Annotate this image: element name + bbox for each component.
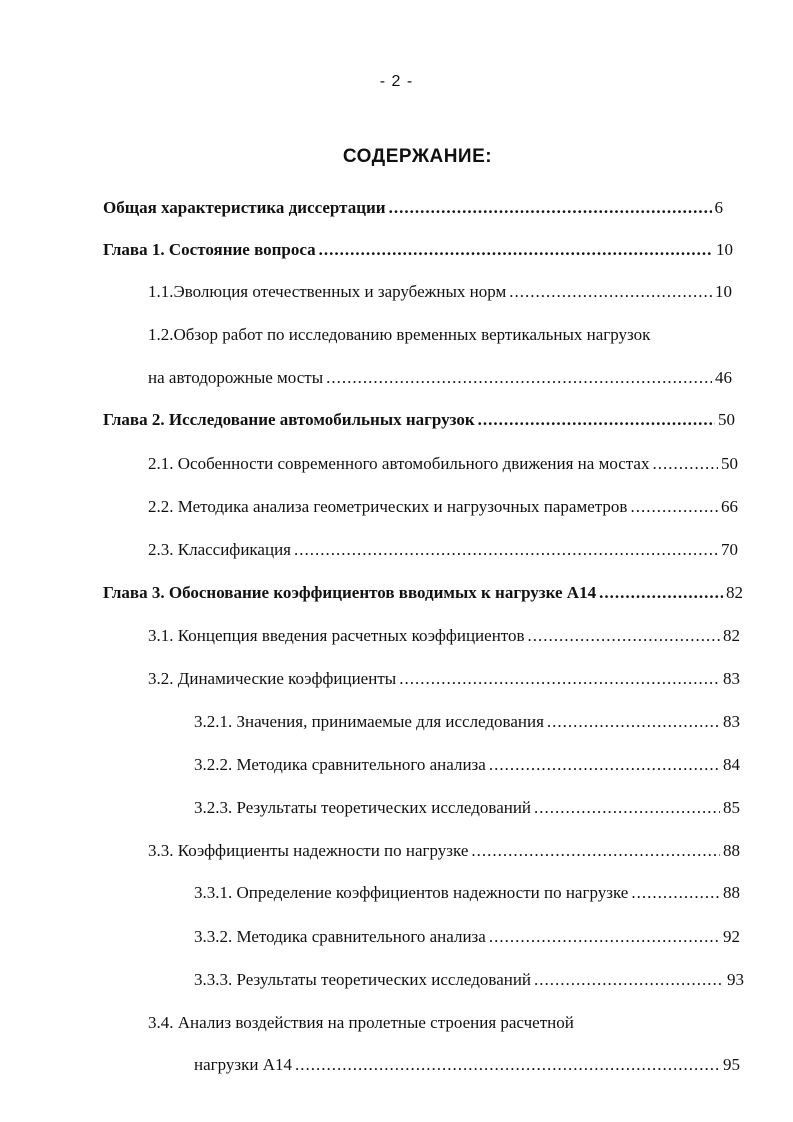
toc-leader-dots — [489, 753, 720, 777]
toc-entry-page: 10 — [715, 282, 732, 301]
toc-entry-page: 66 — [721, 497, 738, 516]
toc-leader-dots — [534, 796, 720, 820]
toc-entry-label: Глава 2. Исследование автомобильных нагрузок — [103, 410, 475, 429]
toc-entry-label: 3.2.3. Результаты теоретических исследований — [194, 798, 532, 817]
toc-entry-2-2[interactable] — [148, 495, 738, 519]
toc-entry-page: 50 — [721, 454, 738, 473]
toc-entry-general[interactable] — [103, 196, 723, 220]
toc-entry-chapter-1[interactable] — [103, 238, 733, 262]
toc-entry-label: 2.2. Методика анализа геометрических и нагрузочных параметров — [148, 497, 628, 516]
toc-leader-dots — [652, 452, 718, 476]
toc-entry-page: 46 — [715, 368, 732, 387]
toc-leader-dots — [599, 581, 723, 605]
toc-leader-dots — [295, 1053, 720, 1077]
toc-entry-3-3-1[interactable] — [194, 881, 740, 905]
toc-leader-dots — [294, 538, 718, 562]
toc-entry-label: 2.1. Особенности современного автомобильного движения на мостах — [148, 454, 650, 473]
toc-entry-label: 3.2.2. Методика сравнительного анализа — [194, 755, 486, 774]
toc-leader-dots — [478, 408, 715, 432]
toc-entry-3-3-2[interactable] — [194, 925, 740, 949]
toc-leader-dots — [509, 280, 712, 304]
toc-leader-dots — [399, 667, 720, 691]
toc-entry-label: 1.1.Эволюция отечественных и зарубежных норм — [148, 282, 507, 301]
toc-entry-1-1[interactable] — [148, 280, 732, 304]
toc-entry-3-4-line1[interactable]: 3.4. Анализ воздействия на пролетные строения расчетной — [148, 1013, 574, 1032]
toc-entry-3-2-2[interactable] — [194, 753, 740, 777]
toc-entry-page: 10 — [716, 240, 733, 259]
toc-entry-page: 6 — [714, 198, 723, 217]
toc-entry-page: 50 — [718, 410, 735, 429]
toc-entry-label: 3.3.2. Методика сравнительного анализа — [194, 927, 486, 946]
toc-entry-label: 3.3. Коэффициенты надежности по нагрузке — [148, 841, 469, 860]
toc-entry-3-3-3[interactable] — [194, 968, 744, 992]
toc-entry-label: 3.3.3. Результаты теоретических исследований — [194, 970, 532, 989]
toc-entry-3-2-1[interactable] — [194, 710, 740, 734]
toc-leader-dots — [547, 710, 720, 734]
toc-leader-dots — [631, 881, 720, 905]
toc-entry-page: 92 — [723, 927, 740, 946]
toc-entry-page: 88 — [723, 883, 740, 902]
toc-entry-label: на автодорожные мосты — [148, 368, 324, 387]
toc-entry-page: 95 — [723, 1055, 740, 1074]
toc-entry-1-2-line1[interactable]: 1.2.Обзор работ по исследованию временных вертикальных нагрузок — [148, 325, 651, 344]
toc-entry-page: 84 — [723, 755, 740, 774]
toc-leader-dots — [319, 238, 713, 262]
toc-leader-dots — [489, 925, 720, 949]
toc-leader-dots — [528, 624, 720, 648]
toc-entry-page: 93 — [727, 970, 744, 989]
toc-entry-3-1[interactable] — [148, 624, 740, 648]
toc-entry-page: 83 — [723, 712, 740, 731]
toc-entry-label: Глава 1. Состояние вопроса — [103, 240, 316, 259]
toc-entry-label: нагрузки А14 — [194, 1055, 292, 1074]
toc-entry-label: 3.3.1. Определение коэффициентов надежности по нагрузке — [194, 883, 629, 902]
toc-entry-chapter-2[interactable] — [103, 408, 735, 432]
toc-entry-label: Общая характеристика диссертации — [103, 198, 386, 217]
toc-entry-page: 82 — [726, 583, 743, 602]
toc-leader-dots — [534, 968, 724, 992]
toc-entry-3-3[interactable] — [148, 839, 740, 863]
toc-leader-dots — [326, 366, 712, 390]
toc-entry-page: 70 — [721, 540, 738, 559]
toc-entry-label: 3.2. Динамические коэффициенты — [148, 669, 397, 688]
toc-entry-3-2[interactable] — [148, 667, 740, 691]
toc-entry-2-1[interactable] — [148, 452, 738, 476]
toc-entry-label: 2.3. Классификация — [148, 540, 291, 559]
toc-entry-label: 3.1. Концепция введения расчетных коэффициентов — [148, 626, 525, 645]
toc-entry-chapter-3[interactable] — [103, 581, 743, 605]
toc-entry-page: 85 — [723, 798, 740, 817]
toc-entry-page: 82 — [723, 626, 740, 645]
page-number: - 2 - — [379, 73, 414, 90]
toc-entry-label: 3.2.1. Значения, принимаемые для исследования — [194, 712, 544, 731]
toc-entry-label: Глава 3. Обоснование коэффициентов вводимых к нагрузке А14 — [103, 583, 597, 602]
toc-leader-dots — [389, 196, 712, 220]
toc-entry-2-3[interactable] — [148, 538, 738, 562]
toc-leader-dots — [471, 839, 720, 863]
toc-entry-1-2[interactable] — [148, 366, 732, 390]
toc-entry-3-4[interactable] — [194, 1053, 740, 1077]
toc-entry-page: 83 — [723, 669, 740, 688]
toc-leader-dots — [630, 495, 718, 519]
toc-title: СОДЕРЖАНИЕ: — [342, 146, 493, 167]
toc-entry-3-2-3[interactable] — [194, 796, 740, 820]
toc-entry-page: 88 — [723, 841, 740, 860]
